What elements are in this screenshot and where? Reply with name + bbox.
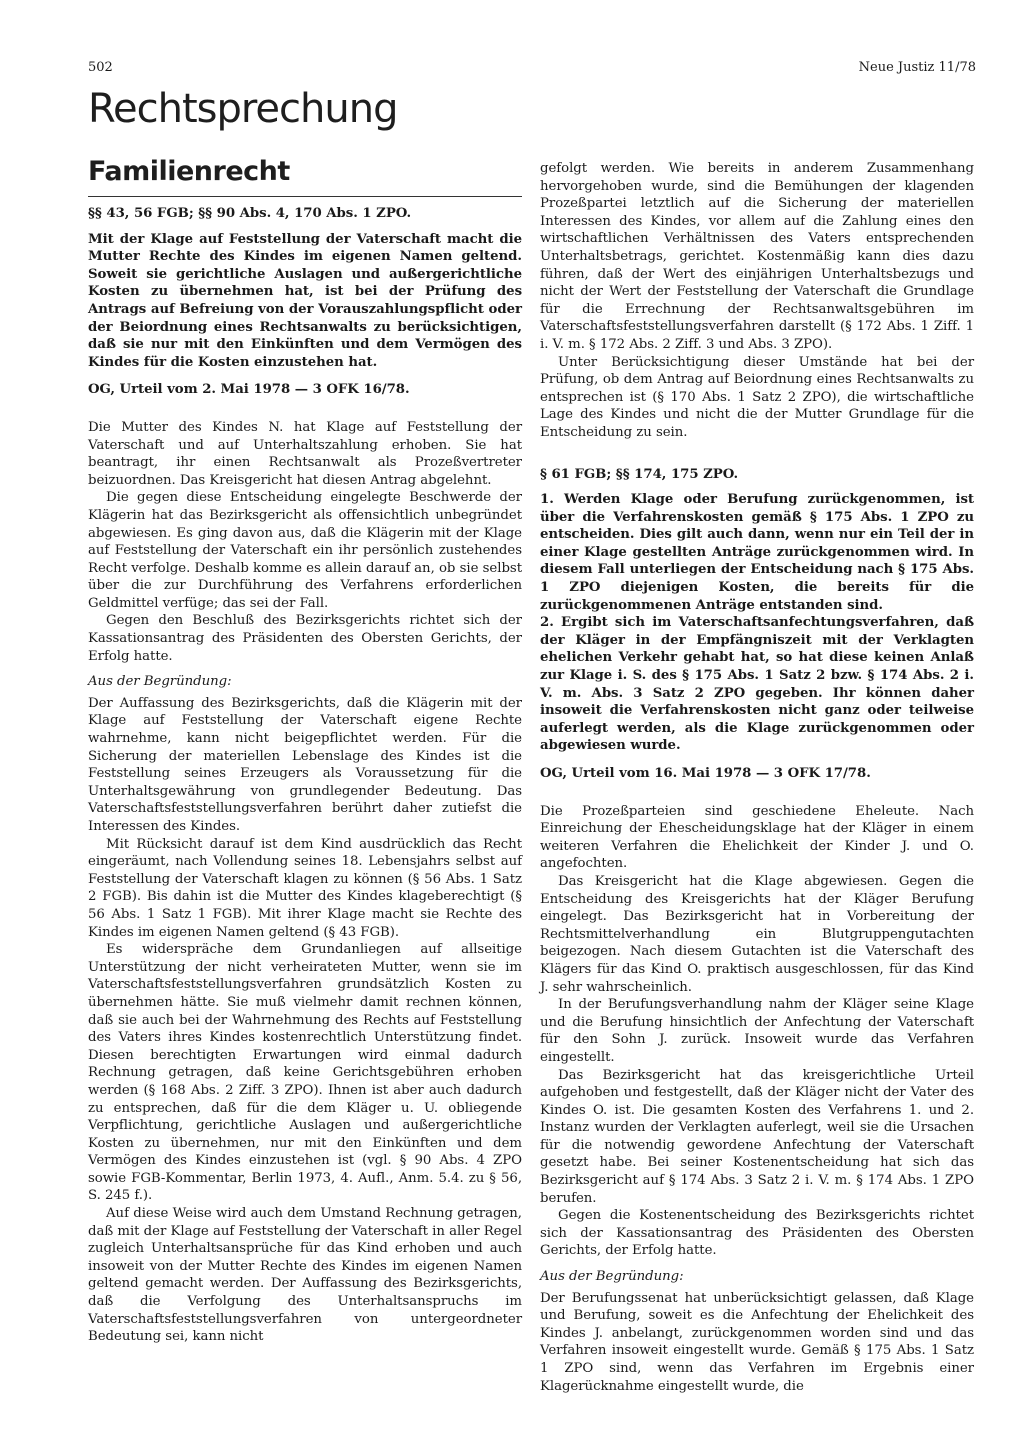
reasons-paragraph: Der Auffassung des Bezirksgerichts, daß die Klägerin mit der Klage auf Feststellung der Vaterschaft eigene Rechte wahrnehme, kann nicht beigepflichtet werden. Für die Sicherung der materiellen Lebenslage des Kindes ist die Feststellung seines Erzeugers als Voraussetzung für die Unterhaltsgewährung von grundlegender Bedeutung. Das Vaterschaftsfeststellungsverfahren berührt daher zutiefst die Interessen des Kindes. — [88, 695, 522, 834]
section-title: Rechtsprechung — [88, 86, 398, 132]
case-citation: OG, Urteil vom 16. Mai 1978 — 3 OFK 17/78. — [540, 766, 871, 781]
reasons-heading: Aus der Begründung: — [540, 1269, 684, 1285]
reasons-paragraph: Unter Berücksichtigung dieser Umstände hat bei der Prüfung, ob dem Antrag auf Beiordnung eines Rechtsanwalts zu entsprechen ist (§ 170 Abs. 1 Satz 2 ZPO), die wirtschaftliche Lage des Kindes und nicht die der Mutter Grundlage für die Entscheidung zu sein. — [540, 354, 974, 440]
reasons-paragraph: Der Berufungssenat hat unberücksichtigt gelassen, daß Klage und Berufung, soweit es die Anfechtung der Ehelichkeit des Kindes J. anbelangt, zurückgenommen worden sind und das Verfahren insoweit eingestellt wurde. Gemäß § 175 Abs. 1 Satz 1 ZPO sind, wenn das Verfahren im Ergebnis einer Klagerücknahme eingestellt wurde, die — [540, 1290, 974, 1394]
facts-paragraph: Das Kreisgericht hat die Klage abgewiesen. Gegen die Entscheidung des Kreisgerichts hat der Kläger Berufung eingelegt. Das Bezirksgericht hat in Vorbereitung der Rechtsmittelverhandlung ein Blutgruppengutachten beigezogen. Nach diesem Gutachten ist die Vaterschaft des Klägers für das Kind O. praktisch ausgeschlossen, für das Kind J. sehr wahrscheinlich. — [540, 873, 974, 995]
section-rule — [88, 196, 522, 197]
facts-paragraph: Das Bezirksgericht hat das kreisgerichtliche Urteil aufgehoben und festgestellt, daß der Kläger nicht der Vater des Kindes O. ist. Die gesamten Kosten des Verfahrens 1. und 2. Instanz wurden der Verklagten auferlegt, weil sie die Ursachen für die notwendig gewordene Anfechtung der Vaterschaft gesetzt habe. Bei seiner Kostenentscheidung hat sich das Bezirksgericht auf § 174 Abs. 3 Satz 2 i. V. m. § 174 Abs. 1 ZPO berufen. — [540, 1067, 974, 1206]
reasons-paragraph: Mit Rücksicht darauf ist dem Kind ausdrücklich das Recht eingeräumt, nach Vollendung seines 18. Lebensjahrs selbst auf Feststellung der Vaterschaft klagen zu können (§ 56 Abs. 1 Satz 2 FGB). Bis dahin ist die Mutter des Kindes klageberechtigt (§ 56 Abs. 1 Satz 1 FGB). Mit ihrer Klage macht sie Rechte des Kindes im eigenen Namen geltend (§ 43 FGB). — [88, 836, 522, 940]
facts-paragraph: Gegen den Beschluß des Bezirksgerichts richtet sich der Kassationsantrag des Präsidenten des Obersten Gerichts, der Erfolg hatte. — [88, 613, 522, 664]
reasons-paragraph: Auf diese Weise wird auch dem Umstand Rechnung getragen, daß mit der Klage auf Feststellung der Vaterschaft in aller Regel zugleich Unterhaltsansprüche für das Kind erhoben und auch insoweit von der Mutter Rechte des Kindes im eigenen Namen geltend gemacht werden. Der Auffassung des Bezirksgerichts, daß die Verfolgung des Unterhaltsanspruchs im Vaterschaftsfeststellungsverfahren von untergeordneter Bedeutung sei, kann nicht — [88, 1206, 522, 1345]
headnote: 2. Ergibt sich im Vaterschaftsanfechtungsverfahren, daß der Kläger in der Empfängniszeit mit der Verklagten ehelichen Verkehr gehabt hat, so hat diese keinen Anlaß zur Klage i. S. des § 175 Abs. 1 Satz 2 bzw. § 174 Abs. 2 i. V. m. Abs. 3 Satz 2 ZPO gegeben. Ihr können daher insoweit die Verfahrenskosten nicht ganz oder teilweise auferlegt werden, als die Klage zurückgenommen oder abgewiesen wurde. — [540, 615, 974, 754]
facts-paragraph: Die gegen diese Entscheidung eingelegte Beschwerde der Klägerin hat das Bezirksgericht als offensichtlich unbegründet abgewiesen. Es ging davon aus, daß die Klägerin mit der Klage auf Feststellung der Vaterschaft ein ihr persönlich zustehendes Recht verfolge. Deshalb komme es allein darauf an, ob sie selbst über die zur Durchführung des Verfahrens erforderlichen Geldmittel verfüge; das sei der Fall. — [88, 490, 522, 611]
case-citation: OG, Urteil vom 2. Mai 1978 — 3 OFK 16/78. — [88, 382, 410, 398]
reasons-paragraph: gefolgt werden. Wie bereits in anderem Zusammenhang hervorgehoben wurde, sind die Bemühungen der klagenden Prozeßpartei letztlich auf die Sicherung der materiellen Interessen des Kindes, vor allem auf die Zahlung eines den wirtschaftlichen Verhältnissen des Vaters entsprechenden Unterhaltsbetrags, gerichtet. Kostenmäßig kann dies dazu führen, daß der Wert des einjährigen Unterhaltsbezugs und nicht der Wert der Feststellung der Vaterschaft die Grundlage für die Errechnung der Rechtsanwaltsgebühren im Vaterschaftsfeststellungsverfahren darstellt (§ 172 Abs. 1 Ziff. 1 i. V. m. § 172 Abs. 2 Ziff. 3 und Abs. 3 ZPO). — [540, 161, 974, 352]
journal-issue: Neue Justiz 11/78 — [858, 60, 976, 75]
page-number: 502 — [88, 60, 113, 75]
headnote: Mit der Klage auf Feststellung der Vaterschaft macht die Mutter Rechte des Kindes im eigenen Namen geltend. Soweit sie gerichtliche Auslagen und außergerichtliche Kosten zu übernehmen hat, ist bei der Prüfung des Antrags auf Befreiung von der Vorauszahlungspflicht oder der Beiordnung eines Rechtsanwalts zu berücksichtigen, daß sie nur mit den Einkünften und dem Vermögen des Kindes für die Kosten einzustehen hat. — [88, 231, 522, 370]
facts-paragraph: Die Prozeßparteien sind geschiedene Eheleute. Nach Einreichung der Ehescheidungsklage hat der Kläger in einem weiteren Verfahren die Ehelichkeit der Kinder J. und O. angefochten. — [540, 803, 974, 872]
facts-paragraph: Die Mutter des Kindes N. hat Klage auf Feststellung der Vaterschaft und auf Unterhaltszahlung erhoben. Sie hat beantragt, ihr einen Rechtsanwalt als Prozeßvertreter beizuordnen. Das Kreisgericht hat diesen Antrag abgelehnt. — [88, 419, 522, 488]
headnote: 1. Werden Klage oder Berufung zurückgenommen, ist über die Verfahrenskosten gemäß § 175 Abs. 1 ZPO zu entscheiden. Dies gilt auch dann, wenn nur ein Teil der in einer Klage gestellten Anträge zurückgenommen wird. In diesem Fall unterliegen der Entscheidung nach § 175 Abs. 1 ZPO diejenigen Kosten, die bereits für die zurückgenommenen Anträge entstanden sind. — [540, 492, 974, 613]
legal-norm: § 61 FGB; §§ 174, 175 ZPO. — [540, 466, 739, 482]
facts-paragraph: In der Berufungsverhandlung nahm der Kläger seine Klage und die Berufung hinsichtlich der Anfechtung der Vaterschaft für den Sohn J. zurück. Insoweit wurde das Verfahren eingestellt. — [540, 997, 974, 1065]
subsection-title: Familienrecht — [88, 156, 290, 187]
reasons-paragraph: Es widerspräche dem Grundanliegen auf allseitige Unterstützung der nicht verheirateten Mutter, wenn sie im Vaterschaftsfeststellungsverfahren grundsätzlich Kosten zu übernehmen hätte. Sie muß vielmehr damit rechnen können, daß sie auch bei der Wahrnehmung des Rechts auf Feststellung des Vaters ihres Kindes kostenrechtlich Unterstützung findet. Diesen berechtigten Erwartungen wird einmal dadurch Rechnung getragen, daß keine Gerichtsgebühren erhoben werden (§ 168 Abs. 2 Ziff. 3 ZPO). Ihnen ist aber auch dadurch zu entsprechen, daß für die dem Kläger u. U. obliegende Verpflichtung, gerichtliche Auslagen und außergerichtliche Kosten zu übernehmen, nur mit den Einkünften und dem Vermögen des Kindes einzustehen ist (vgl. § 90 Abs. 4 ZPO sowie FGB-Kommentar, Berlin 1973, 4. Aufl., Anm. 5.4. zu § 56, S. 245 f.). — [88, 942, 522, 1204]
left-column — [88, 196, 522, 1346]
page-header — [88, 60, 976, 75]
facts-paragraph: Gegen die Kostenentscheidung des Bezirksgerichts richtet sich der Kassationsantrag des Präsidenten des Obersten Gerichts, der Erfolg hatte. — [540, 1208, 974, 1259]
right-column — [540, 160, 974, 1395]
legal-norm: §§ 43, 56 FGB; §§ 90 Abs. 4, 170 Abs. 1 ZPO. — [88, 206, 412, 221]
reasons-heading: Aus der Begründung: — [88, 674, 232, 690]
